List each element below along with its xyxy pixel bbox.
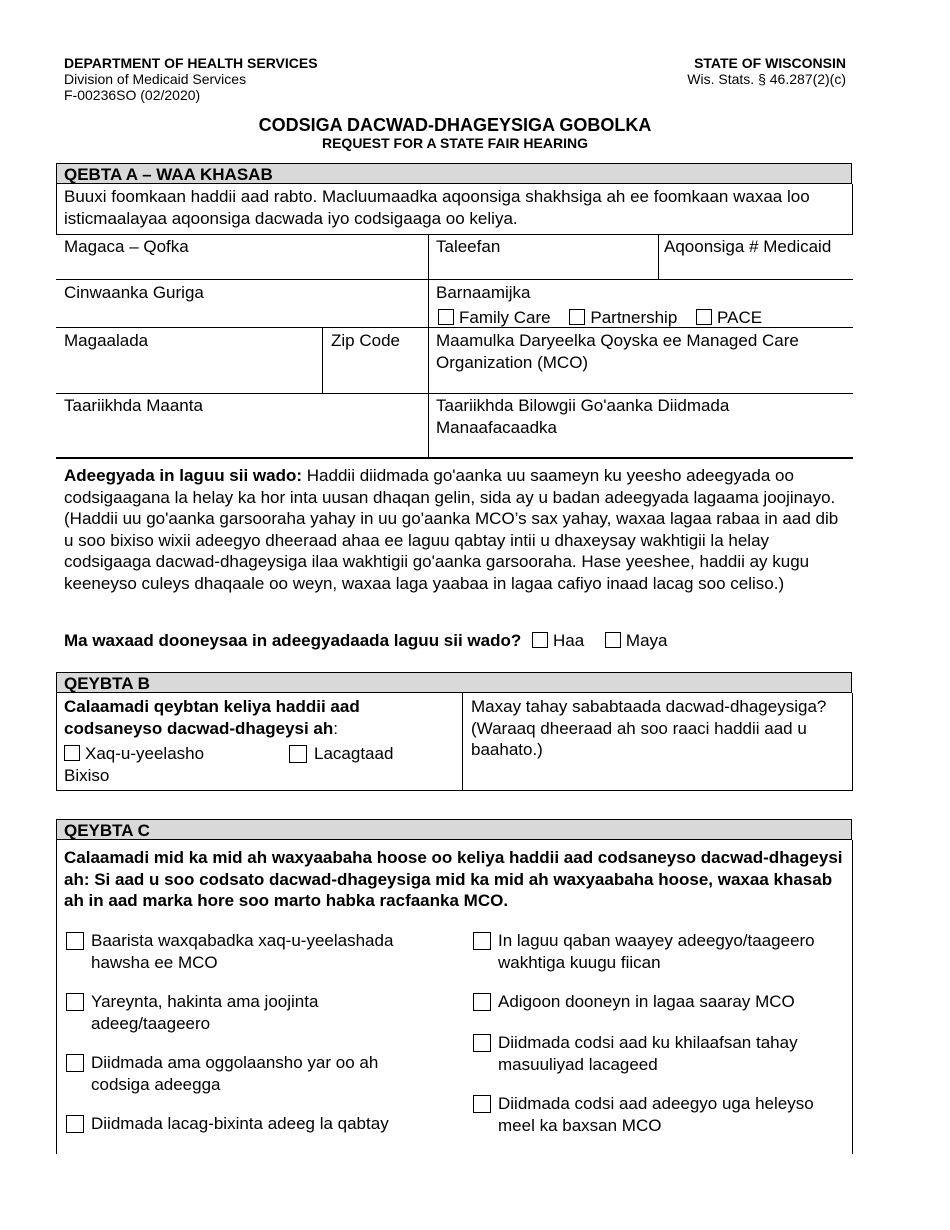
- disenrollment-label: Adigoon dooneyn in lagaa saaray MCO: [498, 992, 795, 1011]
- yes-option[interactable]: Haa: [532, 631, 584, 650]
- denial-payment-checkbox[interactable]: [66, 1115, 84, 1133]
- out-of-network-checkbox[interactable]: [473, 1095, 491, 1113]
- hearing-reason-field[interactable]: Maxay tahay sababtaada dacwad-dhageysiga? (Waraaq dheeraad ah soo raaci haddii aad u baahato.): [471, 697, 827, 759]
- timely-services-checkbox[interactable]: [473, 932, 491, 950]
- zip-field[interactable]: Zip Code: [331, 331, 400, 350]
- department-name: DEPARTMENT OF HEALTH SERVICES: [64, 55, 318, 71]
- denial-service-label: Diidmada ama oggolaansho yar oo ah codsiga adeegga: [91, 1053, 379, 1094]
- form-title: CODSIGA DACWAD-DHAGEYSIGA GOBOLKA: [258, 115, 652, 135]
- functional-screen-label: Baarista waxqabadka xaq-u-yeelashada hawsha ee MCO: [91, 931, 394, 972]
- notice-date-field[interactable]: Taariikhda Bilowgii Go'aanka Diidmada Manaafacaadka: [436, 396, 730, 437]
- form-subtitle: REQUEST FOR A STATE FAIR HEARING: [321, 135, 588, 151]
- form-number: F-00236SO (02/2020): [64, 87, 201, 103]
- reduction-label: Yareynta, hakinta ama joojinta adeeg/taageero: [91, 992, 319, 1033]
- cost-share-label-2: Bixiso: [64, 766, 110, 785]
- header-right: [687, 55, 846, 87]
- no-option[interactable]: Maya: [605, 631, 668, 650]
- pace-checkbox[interactable]: [696, 309, 712, 325]
- continue-services-text: Adeegyada in laguu sii wado: Haddii diidmada go'aanka uu saameyn ku yeesho adeegyada oo codsigaagana la helay ka hor inta uusan dhaqan gelin, sida ay u badan adeegyada lagaama joojinayo. (Haddii uu go'aanka garsooraha yahay in uu go'aanka MCO’s sax yahay, waxaa lagaa rabaa in aad dib u soo bixiso wixii adeegyo dheeraad ahaa ee laguu qabtay intii u dhaxeysay wakhtigii la helay codsigaaga dacwad-dhageysiga ilaa wakhtigii go'aanka garsooraha. Hase yeeshee, haddii ay kugu keeneyso culeys dhaqaale oo weyn, waxaa laga yaabaa in lagaa cafiyo inaad lacag soo celiso.): [64, 466, 839, 593]
- statute: Wis. Stats. § 46.287(2)(c): [687, 71, 846, 87]
- cost-share-label-1: Lacagtaad: [314, 744, 394, 763]
- continue-question-row: [64, 630, 668, 652]
- form-titles: [0, 115, 910, 152]
- financial-liability-checkbox[interactable]: [473, 1034, 491, 1052]
- program-options: [438, 307, 762, 329]
- eligibility-checkbox[interactable]: [64, 745, 80, 761]
- address-field[interactable]: Cinwaanka Guriga: [64, 283, 204, 302]
- section-c-instruction: Calaamadi mid ka mid ah waxyaabaha hoose oo keliya haddii aad codsaneyso dacwad-dhageysi ah: Si aad u soo codsato dacwad-dhageysiga mid ka mid ah waxyaabaha hoose, waxaa khasab ah in aad marka hore soo marto habka racfaanka MCO.: [64, 848, 843, 910]
- section-c-heading: QEYBTA C: [56, 819, 852, 840]
- family-care-checkbox[interactable]: [438, 309, 454, 325]
- financial-liability-label: Diidmada codsi aad ku khilaafsan tahay masuuliyad lacageed: [498, 1033, 798, 1074]
- reduction-checkbox[interactable]: [66, 993, 84, 1011]
- section-a-heading: QEBTA A – WAA KHASAB: [56, 163, 852, 184]
- pace-option[interactable]: PACE: [696, 308, 762, 327]
- yes-checkbox[interactable]: [532, 632, 548, 648]
- eligibility-option[interactable]: Xaq-u-yeelasho: [64, 743, 204, 765]
- mco-field[interactable]: Maamulka Daryeelka Qoyska ee Managed Care Organization (MCO): [436, 331, 799, 372]
- denial-service-checkbox[interactable]: [66, 1054, 84, 1072]
- header-left: [64, 55, 318, 103]
- section-b-heading: QEYBTA B: [56, 672, 852, 693]
- state-name: STATE OF WISCONSIN: [694, 55, 846, 71]
- medicaid-id-field[interactable]: Aqoonsiga # Medicaid: [664, 237, 832, 256]
- denial-payment-label: Diidmada lacag-bixinta adeeg la qabtay: [91, 1114, 389, 1133]
- disenrollment-checkbox[interactable]: [473, 993, 491, 1011]
- name-field[interactable]: Magaca – Qofka: [64, 237, 189, 256]
- functional-screen-checkbox[interactable]: [66, 932, 84, 950]
- program-label: Barnaamijka: [436, 283, 531, 302]
- date-field[interactable]: Taariikhda Maanta: [64, 396, 203, 415]
- phone-field[interactable]: Taleefan: [436, 237, 501, 256]
- cost-share-checkbox[interactable]: [289, 745, 307, 763]
- timely-services-label: In laguu qaban waayey adeegyo/taageero wakhtiga kuugu fiican: [498, 931, 815, 972]
- continue-question: Ma waxaad dooneysaa in adeegyadaada laguu sii wado?: [64, 631, 522, 650]
- city-field[interactable]: Magaalada: [64, 331, 149, 350]
- division-name: Division of Medicaid Services: [64, 71, 247, 87]
- no-checkbox[interactable]: [605, 632, 621, 648]
- out-of-network-label: Diidmada codsi aad adeegyo uga heleyso meel ka baxsan MCO: [498, 1094, 814, 1135]
- family-care-option[interactable]: Family Care: [438, 308, 551, 327]
- section-a-intro: Buuxi foomkaan haddii aad rabto. Macluumaadka aqoonsiga shakhsiga ah ee foomkaan waxaa loo isticmaalayaa aqoonsiga dacwada iyo codsigaaga oo keliya.: [64, 187, 810, 228]
- section-b-instruction: Calaamadi qeybtan keliya haddii aad codsaneyso dacwad-dhageysi ah:: [64, 697, 360, 738]
- partnership-option[interactable]: Partnership: [569, 308, 677, 327]
- partnership-checkbox[interactable]: [569, 309, 585, 325]
